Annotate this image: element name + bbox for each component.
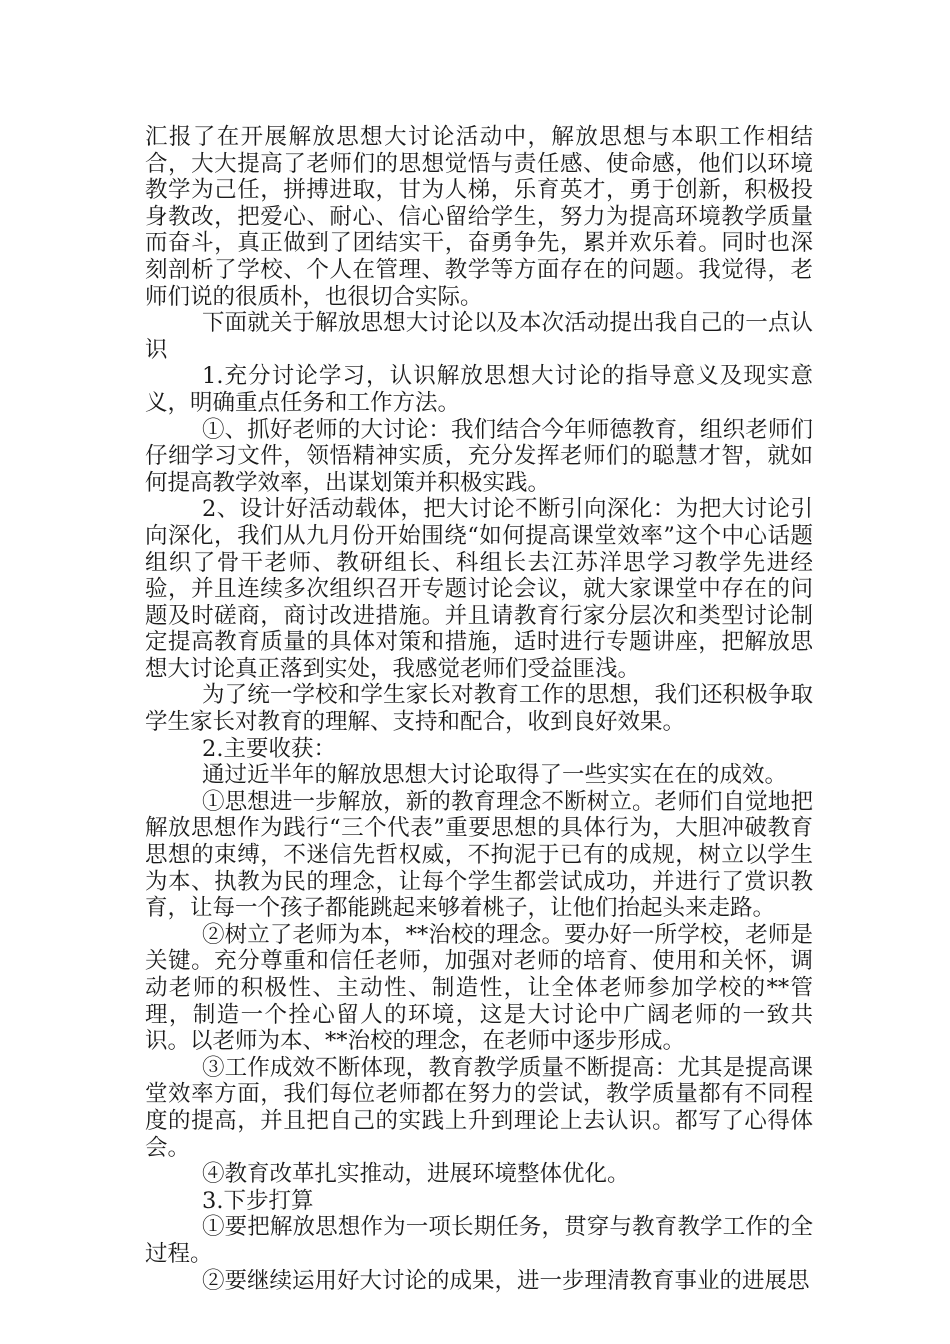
paragraph: 为了统一学校和学生家长对教育工作的思想，我们还积极争取学生家长对教育的理解、支持和配合，收到良好效果。 <box>145 682 813 736</box>
paragraph: 汇报了在开展解放思想大讨论活动中，解放思想与本职工作相结合，大大提高了老师们的思想觉悟与责任感、使命感，他们以环境教学为己任，拼搏进取，甘为人梯，乐育英才，勇于创新，积极投身教改，把爱心、耐心、信心留给学生，努力为提高环境教学质量而奋斗，真正做到了团结实干，奋勇争先，累并欢乐着。同时也深刻剖析了学校、个人在管理、教学等方面存在的问题。我觉得，老师们说的很质朴，也很切合实际。 <box>145 124 813 310</box>
paragraph: ①思想进一步解放，新的教育理念不断树立。老师们自觉地把解放思想作为践行“三个代表”重要思想的具体行为，大胆冲破教育思想的束缚，不迷信先哲权威，不拘泥于已有的成规，树立以学生为本、执教为民的理念，让每个学生都尝试成功，并进行了赏识教育，让每一个孩子都能跳起来够着桃子，让他们抬起头来走路。 <box>145 788 813 922</box>
document-body <box>145 124 813 1294</box>
paragraph: ①要把解放思想作为一项长期任务，贯穿与教育教学工作的全过程。 <box>145 1214 813 1267</box>
paragraph: 1.充分讨论学习，认识解放思想大讨论的指导意义及现实意义，明确重点任务和工作方法。 <box>145 363 813 416</box>
paragraph: 下面就关于解放思想大讨论以及本次活动提出我自己的一点认识 <box>145 310 813 363</box>
paragraph: 通过近半年的解放思想大讨论取得了一些实实在在的成效。 <box>202 762 788 789</box>
section-heading: 2.主要收获： <box>202 735 336 762</box>
section-heading: 3.下步打算 <box>202 1187 314 1214</box>
paragraph: ③工作成效不断体现，教育教学质量不断提高：尤其是提高课堂效率方面，我们每位老师都在努力的尝试，教学质量都有不同程度的提高，并且把自己的实践上升到理论上去认识。都写了心得体会。 <box>145 1054 813 1161</box>
paragraph: ②树立了老师为本，**治校的理念。要办好一所学校，老师是关键。充分尊重和信任老师，加强对老师的培育、使用和关怀，调动老师的积极性、主动性、制造性，让全体老师参加学校的**管理，制造一个拴心留人的环境，这是大讨论中广阔老师的一致共识。以老师为本、**治校的理念，在老师中逐步形成。 <box>145 921 813 1055</box>
paragraph: ④教育改革扎实推动，进展环境整体优化。 <box>202 1161 630 1188</box>
paragraph: ①、抓好老师的大讨论：我们结合今年师德教育，组织老师们仔细学习文件，领悟精神实质，充分发挥老师们的聪慧才智，就如何提高教学效率，出谋划策并积极实践。 <box>145 416 813 496</box>
paragraph: 2、设计好活动载体，把大讨论不断引向深化：为把大讨论引向深化，我们从九月份开始围绕“如何提高课堂效率”这个中心话题组织了骨干老师、教研组长、科组长去江苏洋思学习教学先进经验，并且连续多次组织召开专题讨论会议，就大家课堂中存在的问题及时磋商，商讨改进措施。并且请教育行家分层次和类型讨论制定提高教育质量的具体对策和措施，适时进行专题讲座，把解放思想大讨论真正落到实处，我感觉老师们受益匪浅。 <box>145 496 813 682</box>
paragraph: ②要继续运用好大讨论的成果，进一步理清教育事业的进展思 <box>202 1267 810 1294</box>
